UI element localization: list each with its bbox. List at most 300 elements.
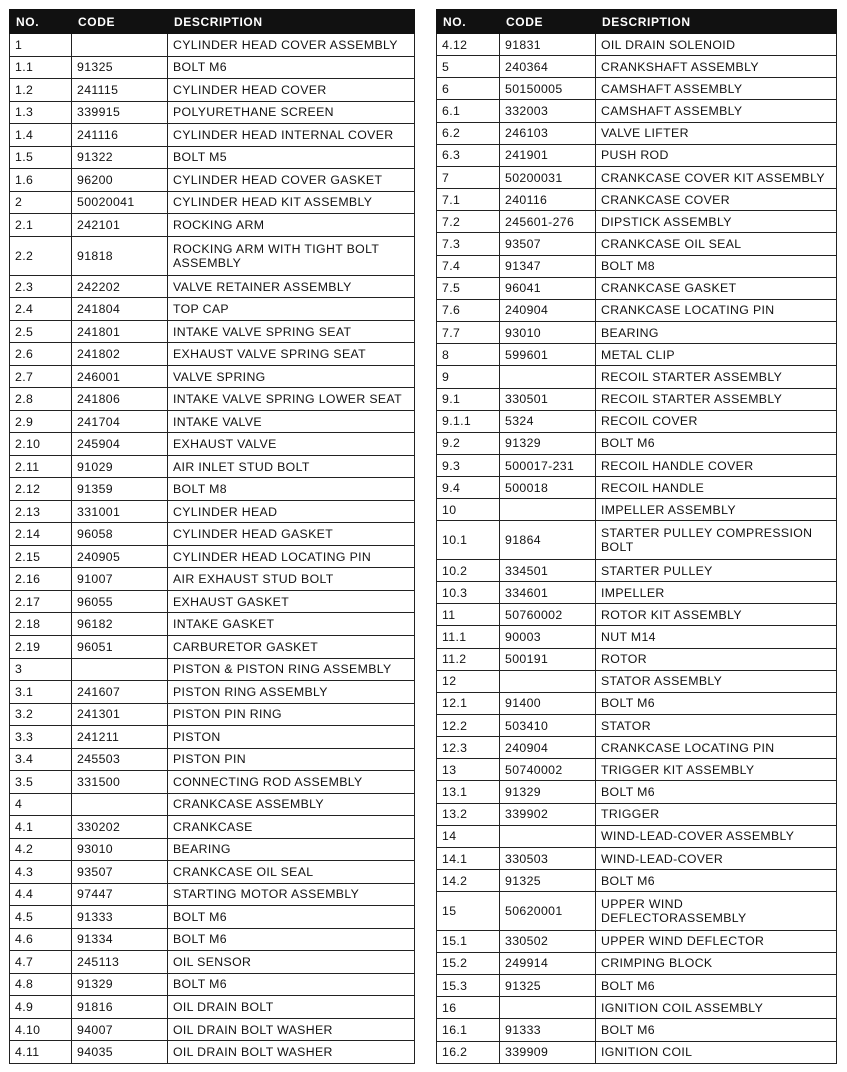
part-description-cell: BOLT M6 (596, 432, 837, 454)
table-row (437, 1019, 837, 1041)
header-no: NO. (437, 10, 500, 34)
part-number-cell: 2.10 (10, 433, 72, 456)
part-description-cell: IGNITION COIL ASSEMBLY (596, 997, 837, 1019)
table-row (10, 861, 415, 884)
table-row (10, 726, 415, 749)
part-code-cell (500, 997, 596, 1019)
table-row (437, 648, 837, 670)
part-code-cell: 91334 (72, 928, 168, 951)
part-number-cell: 4.10 (10, 1018, 72, 1041)
part-description-cell: AIR EXHAUST STUD BOLT (168, 568, 415, 591)
part-number-cell: 2.8 (10, 388, 72, 411)
part-description-cell: PISTON PIN RING (168, 703, 415, 726)
part-description-cell: IMPELLER ASSEMBLY (596, 499, 837, 521)
part-number-cell: 11.2 (437, 648, 500, 670)
part-description-cell: BEARING (168, 838, 415, 861)
part-code-cell: 500191 (500, 648, 596, 670)
part-code-cell: 50020041 (72, 191, 168, 214)
part-code-cell: 332003 (500, 100, 596, 122)
part-description-cell: BOLT M6 (168, 973, 415, 996)
part-description-cell: RECOIL COVER (596, 410, 837, 432)
part-number-cell: 2.6 (10, 343, 72, 366)
table-row (10, 590, 415, 613)
part-number-cell: 2 (10, 191, 72, 214)
table-row (437, 388, 837, 410)
part-number-cell: 2.2 (10, 236, 72, 275)
part-number-cell: 2.19 (10, 636, 72, 659)
part-code-cell: 91325 (500, 870, 596, 892)
part-description-cell: VALVE SPRING (168, 365, 415, 388)
part-code-cell: 330501 (500, 388, 596, 410)
part-number-cell: 6.3 (437, 144, 500, 166)
part-number-cell: 10.3 (437, 582, 500, 604)
table-row (437, 189, 837, 211)
part-number-cell: 12.2 (437, 715, 500, 737)
part-code-cell: 334601 (500, 582, 596, 604)
part-number-cell: 9.3 (437, 454, 500, 476)
part-code-cell: 339909 (500, 1041, 596, 1063)
part-description-cell: CRANKCASE COVER (596, 189, 837, 211)
part-code-cell: 241901 (500, 144, 596, 166)
part-code-cell: 241116 (72, 124, 168, 147)
part-description-cell: POLYURETHANE SCREEN (168, 101, 415, 124)
table-row (10, 681, 415, 704)
part-number-cell: 3.4 (10, 748, 72, 771)
part-description-cell: CYLINDER HEAD COVER ASSEMBLY (168, 34, 415, 57)
part-description-cell: CYLINDER HEAD LOCATING PIN (168, 545, 415, 568)
part-description-cell: INTAKE VALVE SPRING SEAT (168, 320, 415, 343)
part-description-cell: ROTOR KIT ASSEMBLY (596, 604, 837, 626)
table-row (437, 477, 837, 499)
part-code-cell (500, 499, 596, 521)
part-code-cell: 96051 (72, 636, 168, 659)
part-description-cell: IMPELLER (596, 582, 837, 604)
table-row (437, 952, 837, 974)
part-number-cell: 1.3 (10, 101, 72, 124)
part-description-cell: AIR INLET STUD BOLT (168, 455, 415, 478)
part-description-cell: CRANKCASE GASKET (596, 277, 837, 299)
part-description-cell: CAMSHAFT ASSEMBLY (596, 78, 837, 100)
table-row (10, 146, 415, 169)
table-row (10, 298, 415, 321)
part-code-cell: 331001 (72, 500, 168, 523)
part-code-cell: 500018 (500, 477, 596, 499)
table-row (437, 211, 837, 233)
table-row (10, 883, 415, 906)
part-description-cell: EXHAUST VALVE (168, 433, 415, 456)
part-number-cell: 12 (437, 670, 500, 692)
part-number-cell: 1.6 (10, 169, 72, 192)
table-row (10, 838, 415, 861)
table-row (437, 233, 837, 255)
table-row (437, 100, 837, 122)
table-row (437, 521, 837, 559)
part-code-cell: 94007 (72, 1018, 168, 1041)
part-description-cell: BOLT M6 (168, 928, 415, 951)
table-row (10, 388, 415, 411)
part-number-cell: 7.5 (437, 277, 500, 299)
part-code-cell: 240904 (500, 737, 596, 759)
header-row (437, 10, 837, 34)
part-number-cell: 15.3 (437, 975, 500, 997)
part-description-cell: BOLT M6 (596, 692, 837, 714)
part-code-cell: 241115 (72, 79, 168, 102)
part-description-cell: CYLINDER HEAD COVER GASKET (168, 169, 415, 192)
part-description-cell: CRANKCASE OIL SEAL (596, 233, 837, 255)
table-row (10, 973, 415, 996)
part-code-cell: 339902 (500, 803, 596, 825)
table-row (437, 892, 837, 930)
table-row (437, 759, 837, 781)
part-number-cell: 7.3 (437, 233, 500, 255)
part-code-cell: 91322 (72, 146, 168, 169)
part-code-cell (72, 34, 168, 57)
part-number-cell: 4.8 (10, 973, 72, 996)
part-number-cell: 9.2 (437, 432, 500, 454)
part-code-cell: 241802 (72, 343, 168, 366)
part-code-cell (72, 658, 168, 681)
part-code-cell: 91400 (500, 692, 596, 714)
part-number-cell: 7.2 (437, 211, 500, 233)
table-row (437, 737, 837, 759)
table-row (10, 951, 415, 974)
part-description-cell: OIL SENSOR (168, 951, 415, 974)
part-description-cell: CRIMPING BLOCK (596, 952, 837, 974)
part-number-cell: 4.4 (10, 883, 72, 906)
part-number-cell: 12.1 (437, 692, 500, 714)
part-description-cell: CRANKCASE (168, 816, 415, 839)
table-row (437, 366, 837, 388)
part-number-cell: 8 (437, 344, 500, 366)
part-description-cell: RECOIL HANDLE COVER (596, 454, 837, 476)
part-code-cell: 500017-231 (500, 454, 596, 476)
part-code-cell: 246001 (72, 365, 168, 388)
part-description-cell: EXHAUST GASKET (168, 590, 415, 613)
part-number-cell: 3 (10, 658, 72, 681)
part-number-cell: 6.1 (437, 100, 500, 122)
table-row (437, 582, 837, 604)
part-code-cell: 242202 (72, 275, 168, 298)
header-description: DESCRIPTION (168, 10, 415, 34)
part-description-cell: BOLT M5 (168, 146, 415, 169)
table-body (10, 34, 415, 1064)
part-description-cell: UPPER WIND DEFLECTORASSEMBLY (596, 892, 837, 930)
table-row (10, 275, 415, 298)
part-code-cell: 91329 (500, 432, 596, 454)
table-row (10, 79, 415, 102)
part-description-cell: ROTOR (596, 648, 837, 670)
table-row (10, 928, 415, 951)
table-row (10, 343, 415, 366)
part-number-cell: 14.2 (437, 870, 500, 892)
table-row (437, 410, 837, 432)
part-code-cell: 245503 (72, 748, 168, 771)
part-number-cell: 2.13 (10, 500, 72, 523)
part-description-cell: WIND-LEAD-COVER (596, 847, 837, 869)
table-row (437, 847, 837, 869)
table-row (437, 626, 837, 648)
table-row (10, 658, 415, 681)
part-number-cell: 1.2 (10, 79, 72, 102)
table-row (437, 432, 837, 454)
part-description-cell: IGNITION COIL (596, 1041, 837, 1063)
part-description-cell: PISTON PIN (168, 748, 415, 771)
part-number-cell: 1 (10, 34, 72, 57)
part-code-cell: 91029 (72, 455, 168, 478)
part-number-cell: 4 (10, 793, 72, 816)
part-code-cell: 245601-276 (500, 211, 596, 233)
part-code-cell: 91864 (500, 521, 596, 559)
table-row (10, 771, 415, 794)
part-code-cell: 330502 (500, 930, 596, 952)
part-number-cell: 3.5 (10, 771, 72, 794)
part-description-cell: CRANKSHAFT ASSEMBLY (596, 56, 837, 78)
part-code-cell: 5324 (500, 410, 596, 432)
part-description-cell: BOLT M6 (596, 1019, 837, 1041)
table-row (437, 499, 837, 521)
table-row (10, 34, 415, 57)
part-code-cell: 50200031 (500, 166, 596, 188)
part-number-cell: 4.11 (10, 1041, 72, 1064)
table-row (437, 670, 837, 692)
part-code-cell: 503410 (500, 715, 596, 737)
part-number-cell: 13 (437, 759, 500, 781)
table-row (10, 906, 415, 929)
part-code-cell: 599601 (500, 344, 596, 366)
part-description-cell: RECOIL STARTER ASSEMBLY (596, 366, 837, 388)
part-code-cell: 241801 (72, 320, 168, 343)
part-number-cell: 13.1 (437, 781, 500, 803)
part-code-cell (72, 793, 168, 816)
table-row (10, 613, 415, 636)
table-row (10, 478, 415, 501)
part-code-cell: 91333 (72, 906, 168, 929)
part-description-cell: INTAKE VALVE (168, 410, 415, 433)
part-number-cell: 2.4 (10, 298, 72, 321)
part-number-cell: 6 (437, 78, 500, 100)
header-row (10, 10, 415, 34)
part-number-cell: 4.6 (10, 928, 72, 951)
part-number-cell: 4.2 (10, 838, 72, 861)
part-code-cell: 93010 (500, 322, 596, 344)
part-code-cell: 241301 (72, 703, 168, 726)
part-description-cell: BOLT M6 (596, 781, 837, 803)
table-row (437, 1041, 837, 1063)
table-row (10, 636, 415, 659)
part-number-cell: 6.2 (437, 122, 500, 144)
part-description-cell: DIPSTICK ASSEMBLY (596, 211, 837, 233)
part-number-cell: 14.1 (437, 847, 500, 869)
part-description-cell: TOP CAP (168, 298, 415, 321)
table-row (10, 1041, 415, 1064)
part-description-cell: CYLINDER HEAD KIT ASSEMBLY (168, 191, 415, 214)
table-row (10, 410, 415, 433)
part-description-cell: STARTER PULLEY (596, 559, 837, 581)
part-description-cell: OIL DRAIN SOLENOID (596, 34, 837, 56)
part-number-cell: 16.2 (437, 1041, 500, 1063)
part-code-cell: 245113 (72, 951, 168, 974)
table-row (437, 692, 837, 714)
part-code-cell: 91818 (72, 236, 168, 275)
table-row (10, 500, 415, 523)
part-number-cell: 3.2 (10, 703, 72, 726)
part-code-cell: 241607 (72, 681, 168, 704)
part-description-cell: BOLT M6 (168, 906, 415, 929)
table-row (10, 455, 415, 478)
table-row (10, 124, 415, 147)
part-description-cell: ROCKING ARM (168, 214, 415, 237)
part-code-cell: 96058 (72, 523, 168, 546)
table-row (437, 78, 837, 100)
part-number-cell: 2.3 (10, 275, 72, 298)
part-number-cell: 16 (437, 997, 500, 1019)
part-code-cell: 93010 (72, 838, 168, 861)
table-row (10, 748, 415, 771)
part-description-cell: STATOR (596, 715, 837, 737)
part-code-cell: 242101 (72, 214, 168, 237)
part-description-cell: STATOR ASSEMBLY (596, 670, 837, 692)
header-description: DESCRIPTION (596, 10, 837, 34)
part-code-cell: 93507 (500, 233, 596, 255)
part-description-cell: UPPER WIND DEFLECTOR (596, 930, 837, 952)
part-code-cell: 91325 (500, 975, 596, 997)
part-description-cell: CRANKCASE COVER KIT ASSEMBLY (596, 166, 837, 188)
part-code-cell: 91329 (72, 973, 168, 996)
part-description-cell: ROCKING ARM WITH TIGHT BOLT ASSEMBLY (168, 236, 415, 275)
part-code-cell: 249914 (500, 952, 596, 974)
part-description-cell: BOLT M6 (168, 56, 415, 79)
part-code-cell: 91359 (72, 478, 168, 501)
table-row (437, 454, 837, 476)
part-code-cell: 90003 (500, 626, 596, 648)
part-number-cell: 15.1 (437, 930, 500, 952)
part-number-cell: 10 (437, 499, 500, 521)
part-number-cell: 1.5 (10, 146, 72, 169)
table-row (437, 781, 837, 803)
table-row (437, 803, 837, 825)
part-number-cell: 3.1 (10, 681, 72, 704)
table-row (437, 344, 837, 366)
table-row (437, 166, 837, 188)
part-description-cell: PISTON & PISTON RING ASSEMBLY (168, 658, 415, 681)
table-row (437, 277, 837, 299)
part-number-cell: 11.1 (437, 626, 500, 648)
table-row (10, 320, 415, 343)
part-description-cell: CYLINDER HEAD (168, 500, 415, 523)
table-row (437, 604, 837, 626)
table-row (437, 322, 837, 344)
part-code-cell (500, 670, 596, 692)
table-row (10, 568, 415, 591)
part-number-cell: 4.9 (10, 996, 72, 1019)
table-row (10, 433, 415, 456)
part-number-cell: 9 (437, 366, 500, 388)
part-description-cell: OIL DRAIN BOLT (168, 996, 415, 1019)
part-code-cell: 241806 (72, 388, 168, 411)
part-number-cell: 2.7 (10, 365, 72, 388)
table-row (437, 559, 837, 581)
table-row (437, 144, 837, 166)
table-row (10, 56, 415, 79)
part-description-cell: RECOIL STARTER ASSEMBLY (596, 388, 837, 410)
part-description-cell: INTAKE GASKET (168, 613, 415, 636)
part-number-cell: 9.1 (437, 388, 500, 410)
part-code-cell: 241211 (72, 726, 168, 749)
part-number-cell: 5 (437, 56, 500, 78)
part-code-cell: 339915 (72, 101, 168, 124)
part-description-cell: OIL DRAIN BOLT WASHER (168, 1041, 415, 1064)
part-code-cell (500, 825, 596, 847)
table-row (437, 34, 837, 56)
part-description-cell: CYLINDER HEAD COVER (168, 79, 415, 102)
part-number-cell: 2.14 (10, 523, 72, 546)
part-code-cell: 246103 (500, 122, 596, 144)
part-code-cell: 91831 (500, 34, 596, 56)
part-code-cell: 334501 (500, 559, 596, 581)
part-description-cell: BEARING (596, 322, 837, 344)
part-description-cell: OIL DRAIN BOLT WASHER (168, 1018, 415, 1041)
part-code-cell: 241704 (72, 410, 168, 433)
table-row (10, 365, 415, 388)
part-code-cell: 245904 (72, 433, 168, 456)
part-number-cell: 2.5 (10, 320, 72, 343)
part-code-cell: 96200 (72, 169, 168, 192)
part-number-cell: 11 (437, 604, 500, 626)
table-row (437, 56, 837, 78)
part-code-cell: 96041 (500, 277, 596, 299)
part-number-cell: 2.1 (10, 214, 72, 237)
part-number-cell: 13.2 (437, 803, 500, 825)
part-description-cell: CARBURETOR GASKET (168, 636, 415, 659)
table-row (10, 793, 415, 816)
part-number-cell: 9.4 (437, 477, 500, 499)
table-row (10, 101, 415, 124)
part-code-cell: 331500 (72, 771, 168, 794)
part-number-cell: 4.5 (10, 906, 72, 929)
part-code-cell: 330503 (500, 847, 596, 869)
table-row (437, 715, 837, 737)
part-code-cell: 240905 (72, 545, 168, 568)
part-code-cell: 91007 (72, 568, 168, 591)
part-number-cell: 7 (437, 166, 500, 188)
part-code-cell: 96055 (72, 590, 168, 613)
part-description-cell: VALVE RETAINER ASSEMBLY (168, 275, 415, 298)
part-code-cell: 91325 (72, 56, 168, 79)
part-description-cell: CAMSHAFT ASSEMBLY (596, 100, 837, 122)
table-row (437, 870, 837, 892)
table-row (10, 169, 415, 192)
part-code-cell: 241804 (72, 298, 168, 321)
part-number-cell: 2.9 (10, 410, 72, 433)
part-description-cell: STARTING MOTOR ASSEMBLY (168, 883, 415, 906)
part-description-cell: TRIGGER (596, 803, 837, 825)
part-number-cell: 10.1 (437, 521, 500, 559)
table-row (437, 255, 837, 277)
table-row (437, 825, 837, 847)
part-code-cell: 50620001 (500, 892, 596, 930)
part-code-cell: 91816 (72, 996, 168, 1019)
part-description-cell: STARTER PULLEY COMPRESSION BOLT (596, 521, 837, 559)
part-number-cell: 7.1 (437, 189, 500, 211)
part-number-cell: 9.1.1 (437, 410, 500, 432)
part-number-cell: 7.4 (437, 255, 500, 277)
parts-table-left (9, 9, 415, 1064)
header-no: NO. (10, 10, 72, 34)
part-description-cell: RECOIL HANDLE (596, 477, 837, 499)
part-code-cell: 94035 (72, 1041, 168, 1064)
part-number-cell: 4.12 (437, 34, 500, 56)
part-description-cell: METAL CLIP (596, 344, 837, 366)
